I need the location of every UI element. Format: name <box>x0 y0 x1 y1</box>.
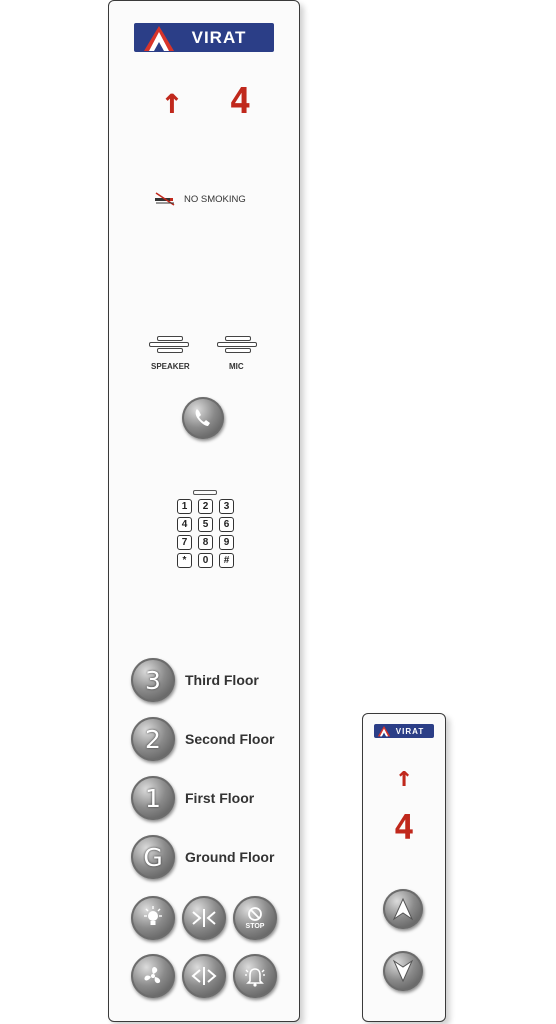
keypad-key[interactable]: 6 <box>219 517 234 532</box>
no-smoking-label: NO SMOKING <box>184 193 246 205</box>
keypad-key[interactable]: 4 <box>177 517 192 532</box>
keypad-key[interactable]: 0 <box>198 553 213 568</box>
logo-triangle-icon <box>142 24 176 52</box>
down-arrow-icon <box>392 959 414 983</box>
floor-button-3[interactable]: 3 <box>131 658 175 702</box>
keypad-key[interactable]: 9 <box>219 535 234 550</box>
phone-icon <box>191 406 215 430</box>
no-smoking-sign <box>154 191 246 207</box>
brand-logo-small <box>374 724 434 738</box>
door-close-icon <box>190 907 218 929</box>
keypad-key[interactable]: 3 <box>219 499 234 514</box>
speaker-grille <box>149 336 189 356</box>
car-floor-indicator <box>161 81 251 125</box>
keypad-slot <box>193 490 217 495</box>
speaker-label: SPEAKER <box>151 362 190 371</box>
floor-label-3: Third Floor <box>185 672 259 688</box>
keypad-key[interactable]: * <box>177 553 192 568</box>
hall-call-up-button[interactable] <box>383 889 423 929</box>
door-open-icon <box>190 965 218 987</box>
keypad-key[interactable]: 2 <box>198 499 213 514</box>
floor-label-g: Ground Floor <box>185 849 275 865</box>
no-smoking-icon <box>154 191 176 207</box>
logo-triangle-icon <box>377 725 391 737</box>
landing-direction-arrow-icon: ↑ <box>395 760 413 793</box>
up-arrow-icon <box>392 897 414 921</box>
floor-label-1: First Floor <box>185 790 255 806</box>
stop-label: STOP <box>245 923 265 930</box>
keypad-key[interactable]: 7 <box>177 535 192 550</box>
keypad <box>177 499 236 568</box>
brand-name-small: VIRAT <box>395 726 425 736</box>
fan-button[interactable] <box>131 954 175 998</box>
door-close-button[interactable] <box>182 896 226 940</box>
floor-label-2: Second Floor <box>185 731 275 747</box>
floor-number-display: 4 <box>229 81 251 122</box>
brand-name: VIRAT <box>191 27 247 47</box>
floor-button-g[interactable]: G <box>131 835 175 879</box>
keypad-key[interactable]: 1 <box>177 499 192 514</box>
door-open-button[interactable] <box>182 954 226 998</box>
landing-operating-panel <box>362 713 446 1022</box>
hall-call-down-button[interactable] <box>383 951 423 991</box>
fan-icon <box>140 963 166 989</box>
keypad-key[interactable]: # <box>219 553 234 568</box>
car-operating-panel <box>108 0 300 1022</box>
alarm-button[interactable] <box>233 954 277 998</box>
floor-button-2[interactable]: 2 <box>131 717 175 761</box>
mic-label: MIC <box>229 362 244 371</box>
keypad-key[interactable]: 8 <box>198 535 213 550</box>
floor-button-1[interactable]: 1 <box>131 776 175 820</box>
stop-button[interactable] <box>233 896 277 940</box>
mic-grille <box>217 336 257 356</box>
brand-logo <box>134 23 274 52</box>
light-button[interactable] <box>131 896 175 940</box>
light-bulb-icon <box>140 905 166 931</box>
alarm-bell-icon <box>242 963 268 989</box>
stop-icon <box>247 906 263 922</box>
direction-arrow-icon: ↑ <box>161 81 183 122</box>
keypad-key[interactable]: 5 <box>198 517 213 532</box>
intercom-call-button[interactable] <box>182 397 224 439</box>
landing-floor-number-display: 4 <box>393 808 415 848</box>
